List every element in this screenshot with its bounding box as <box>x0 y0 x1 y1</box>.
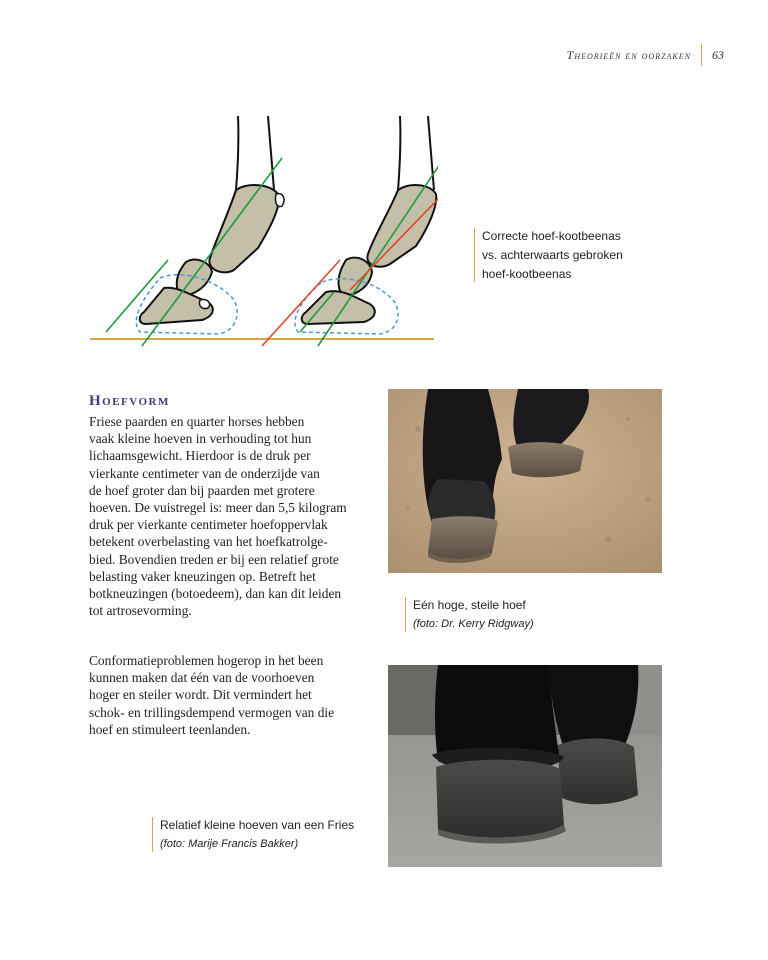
photo-friesian-hooves-image <box>388 665 662 867</box>
text-line: vierkante centimeter van de onderzijde van <box>89 465 320 481</box>
text-line: tot artrosevorming. <box>89 603 192 619</box>
diagram-caption <box>474 227 682 284</box>
text-line: de hoef groter dan bij paarden met grotere <box>89 482 315 498</box>
text-line: hoeven. De vuistregel is: meer dan 5,5 kilogram <box>89 500 347 516</box>
leg-broken <box>398 116 434 190</box>
axis-correct-left-2 <box>142 158 282 346</box>
photo1-caption <box>405 596 613 634</box>
text-line: lichaamsgewicht. Hierdoor is de druk per <box>89 448 311 464</box>
text-line: Conformatieproblemen hogerop in het been <box>89 653 324 668</box>
photo-steep-hoof-image <box>388 389 662 573</box>
text-line: bied. Bovendien treden er bij een relatief grote <box>89 551 339 567</box>
text-line: vaak kleine hoeven in verhouding tot hun <box>89 431 312 447</box>
sesamoid-left <box>275 194 284 207</box>
bone-cannon-right <box>367 185 436 267</box>
body-paragraph-2 <box>89 652 369 738</box>
diagram-caption-line: Correcte hoef-kootbeenas <box>482 229 621 243</box>
running-head <box>567 44 724 66</box>
photo-steep-hoof <box>388 389 662 573</box>
navicular-left <box>199 300 209 309</box>
photo2-credit: (foto: Marije Francis Bakker) <box>160 838 299 850</box>
text-line: Friese paarden en quarter horses hebben <box>89 414 305 429</box>
hoof-axis-diagram <box>88 110 438 350</box>
text-line: hoger en steiler wordt. Dit vermindert het <box>89 687 312 703</box>
text-line: botkneuzingen (botoedeem), dan kan dit leiden <box>89 586 342 602</box>
section-heading: Hoefvorm <box>89 393 170 409</box>
text-line: schok- en trillingsdempend vermogen van die <box>89 704 335 720</box>
bone-cannon-left <box>209 185 278 272</box>
photo2-caption <box>152 816 400 854</box>
text-line: druk per vierkante centimeter hoefoppervlak <box>89 517 328 533</box>
body-paragraph-1 <box>89 413 369 619</box>
hoof-axis-svg <box>88 110 438 350</box>
bone-coffin-right <box>302 291 375 324</box>
text-line: kunnen maken dat één van de voorhoeven <box>89 670 315 686</box>
photo-friesian-hooves <box>388 665 662 867</box>
text-line: betekent overbelasting van het hoefkatrolge- <box>89 534 328 550</box>
text-line: belasting vaker kneuzingen op. Betreft het <box>89 568 316 584</box>
running-title: Theorieën en oorzaken <box>566 47 691 62</box>
diagram-caption-line: hoef-kootbeenas <box>482 267 572 281</box>
page-number: 63 <box>712 47 724 62</box>
photo1-caption-title: Eén hoge, steile hoef <box>413 598 526 612</box>
text-line: hoef en stimuleert teenlanden. <box>89 721 251 737</box>
photo2-caption-title: Relatief kleine hoeven van een Fries <box>160 818 355 832</box>
photo1-credit: (foto: Dr. Kerry Ridgway) <box>413 618 534 630</box>
diagram-caption-line: vs. achterwaarts gebroken <box>482 248 623 262</box>
leg-correct <box>236 116 274 190</box>
